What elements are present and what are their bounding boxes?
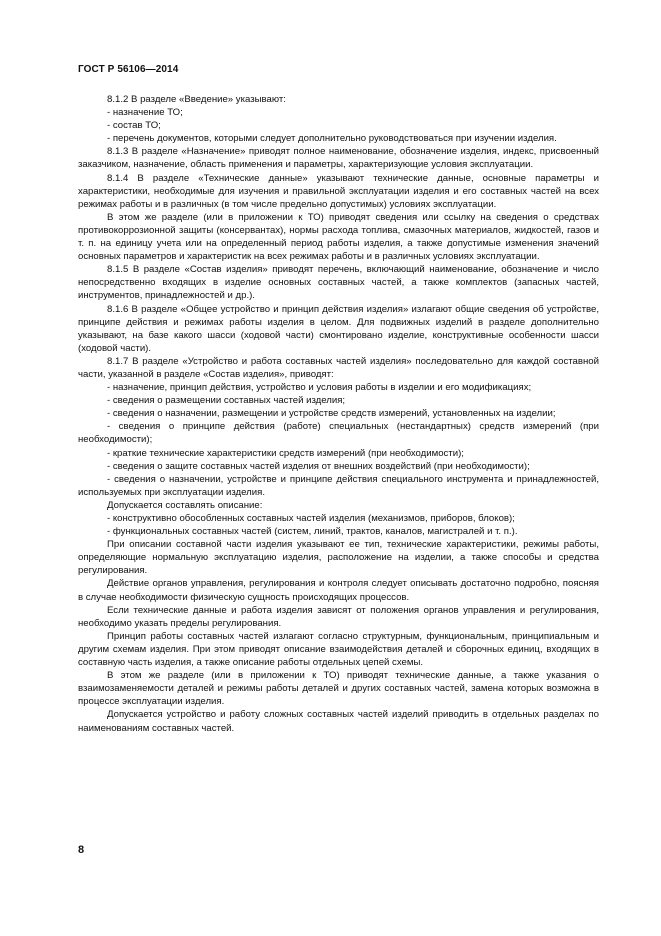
- paragraph: 8.1.2 В разделе «Введение» указывают:: [107, 94, 286, 105]
- paragraph: Действие органов управления, регулирования и контроля следует описывать достаточно подробно, поясняя в случае необходимости физическую сущность происходящих процессов.: [78, 578, 599, 603]
- paragraph: - перечень документов, которыми следует дополнительно руководствоваться при изучении изделия.: [107, 133, 557, 145]
- paragraph: - конструктивно обособленных составных частей изделия (механизмов, приборов, блоков);: [107, 513, 515, 524]
- paragraph: В этом же разделе (или в приложении к ТО) приводят сведения или ссылку на сведения о средствах противокоррозионной защиты (консервантах), нормы расхода топлива, смазочных материалов, жидкостей, газов и т. п. на единицу учета или на определенный период работы изделия, а также допустимые изменения значений основных параметров и характеристик на всех режимах работы и в различных условиях эксплуатации.: [78, 211, 599, 263]
- paragraph: - сведения о назначении, размещении и устройстве средств измерений, установленных на изделии;: [107, 408, 556, 420]
- paragraph: В этом же разделе (или в приложении к ТО) приводят технические данные, а также указания о взаимозаменяемости деталей и режимы работы деталей и других составных частей, замена которых возможна в процессе эксплуатации изделия.: [78, 670, 599, 708]
- paragraph: 8.1.5 В разделе «Состав изделия» приводят перечень, включающий наименование, обозначение и число непосредственно входящих в изделие основных составных частей, а также комплектов (запасных частей, инструментов, принадлежностей и др.).: [78, 264, 599, 302]
- paragraph: - назначение ТО;: [107, 107, 183, 119]
- paragraph: - состав ТО;: [107, 120, 161, 132]
- paragraph: 8.1.3 В разделе «Назначение» приводят полное наименование, обозначение изделия, индекс, присвоенный заказчиком, назначение, область применения и параметры, характеризующие условия эксплуатации.: [78, 146, 599, 171]
- paragraph: Если технические данные и работа изделия зависят от положения органов управления и регулирования, необходимо указать пределы регулирования.: [78, 604, 599, 629]
- paragraph: 8.1.6 В разделе «Общее устройство и принцип действия изделия» излагают общие сведения об устройстве, принципе действия и режимах работы изделия в целом. Для подвижных изделий в разделе дополнительно указывают, на базе какого шасси (ходовой части) смонтировано изделие, конструктивные особенности шасси (ходовой части).: [78, 303, 599, 354]
- paragraph: - краткие технические характеристики средств измерений (при необходимости);: [107, 447, 464, 459]
- paragraph: - сведения о защите составных частей изделия от внешних воздействий (при необходимости);: [107, 460, 530, 472]
- paragraph: Принцип работы составных частей излагают согласно структурным, функциональным, принципиальным и другим схемам изделия. При этом приводят описание взаимодействия деталей и сборочных единиц, входящих в составную часть изделия, а также описание работы отдельных цепей схемы.: [78, 630, 599, 669]
- paragraph: При описании составной части изделия указывают ее тип, технические характеристики, режимы работы, определяющие нормальную эксплуатацию изделия, расположение на изделии, а также способы и средства регулирования.: [78, 539, 599, 577]
- paragraph: Допускается устройство и работу сложных составных частей изделий приводить в отдельных разделах по наименованиям составных частей.: [78, 709, 599, 734]
- paragraph: - сведения о принципе действия (работе) специальных (нестандартных) средств измерений (при необходимости);: [78, 421, 599, 446]
- paragraph: - функциональных составных частей (систем, линий, трактов, каналов, магистралей и т. п.).: [107, 526, 518, 538]
- paragraph: 8.1.7 В разделе «Устройство и работа составных частей изделия» последовательно для каждой составной части, указанной в разделе «Состав изделия», приводят:: [78, 355, 599, 380]
- paragraph: Допускается составлять описание:: [107, 499, 263, 511]
- paragraph: 8.1.4 В разделе «Технические данные» указывают технические данные, основные параметры и характеристики, необходимые для изучения и правильной эксплуатации изделия и его составных частей на всех режимах работы и в различных (в том числе предельно допустимых) условиях эксплуатации.: [78, 172, 599, 210]
- page-number: 8: [78, 844, 85, 856]
- document-body: [78, 93, 599, 735]
- paragraph: - назначение, принцип действия, устройство и условия работы в изделии и его модификациях;: [107, 382, 532, 394]
- document-header: ГОСТ Р 56106—2014: [78, 64, 179, 75]
- paragraph: - сведения о размещении составных частей изделия;: [107, 395, 346, 407]
- paragraph: - сведения о назначении, устройстве и принципе действия специального инструмента и принадлежностей, используемых при эксплуатации изделия.: [78, 473, 599, 498]
